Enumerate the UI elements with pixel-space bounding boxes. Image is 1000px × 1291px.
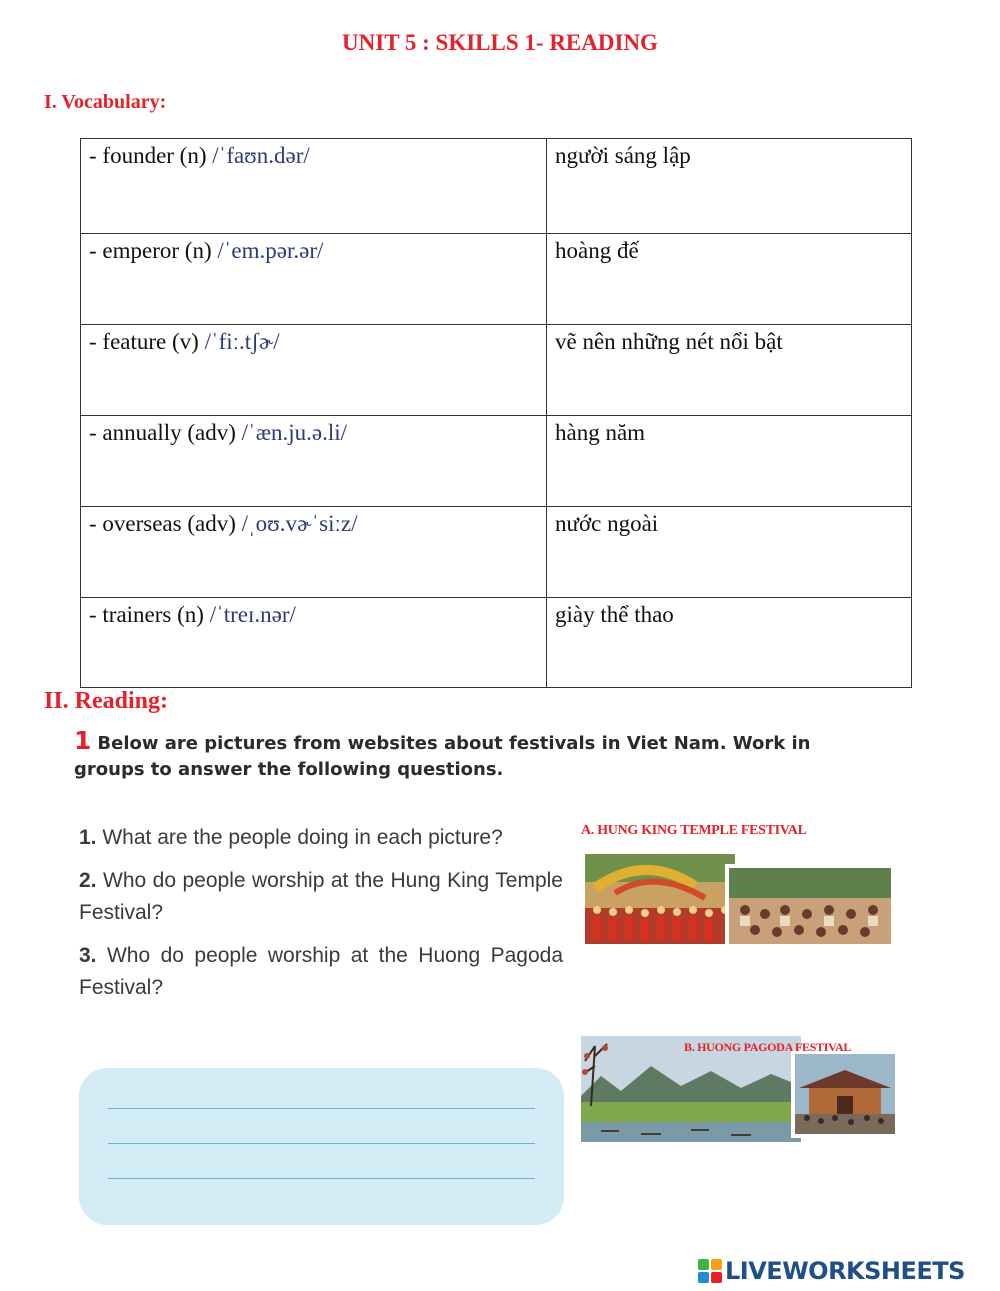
- picture-a-caption: A. HUNG KING TEMPLE FESTIVAL: [581, 823, 807, 838]
- table-row: [81, 139, 912, 234]
- hung-king-festival-picture: [585, 848, 897, 950]
- vocab-ipa: /ˈæn.ju.ə.li/: [241, 420, 348, 445]
- vocab-ipa: /ˌoʊ.vɚˈsiːz/: [241, 511, 358, 536]
- task-number: 1: [74, 726, 92, 755]
- vocab-ipa: /ˈfaʊn.dər/: [212, 143, 310, 168]
- vocab-meaning: hàng năm: [547, 416, 912, 507]
- vocab-word: - founder (n): [89, 143, 213, 168]
- table-row: [81, 325, 912, 416]
- picture-b-caption: B. HUONG PAGODA FESTIVAL: [684, 1040, 852, 1054]
- vocab-word: - emperor (n): [89, 238, 218, 263]
- question-number: 2.: [79, 869, 97, 892]
- vocab-word: - trainers (n): [89, 602, 210, 627]
- vocabulary-heading: I. Vocabulary:: [44, 91, 167, 113]
- question-item: [79, 865, 563, 929]
- table-row: [81, 598, 912, 688]
- vocab-ipa: /ˈtreɪ.nər/: [209, 602, 296, 627]
- vocab-word-cell: [81, 139, 547, 234]
- vocab-word: - overseas (adv): [89, 511, 242, 536]
- answer-line[interactable]: [108, 1108, 535, 1109]
- vocab-word-cell: [81, 598, 547, 688]
- vocab-meaning: người sáng lập: [547, 139, 912, 234]
- vocab-ipa: /ˈem.pər.ər/: [217, 238, 324, 263]
- liveworksheets-logo: [698, 1256, 994, 1286]
- vocab-word: - feature (v): [89, 329, 205, 354]
- vocab-word: - annually (adv): [89, 420, 242, 445]
- vocab-meaning: hoàng đế: [547, 234, 912, 325]
- answer-line[interactable]: [108, 1178, 535, 1179]
- vocabulary-table: [80, 138, 912, 688]
- table-row: [81, 234, 912, 325]
- question-list: [79, 822, 563, 1015]
- vocab-meaning: vẽ nên những nét nổi bật: [547, 325, 912, 416]
- vocab-ipa: /ˈfiː.tʃɚ/: [204, 329, 280, 354]
- question-text: Who do people worship at the Hung King Temple Festival?: [79, 869, 563, 924]
- question-number: 1.: [79, 826, 97, 849]
- vocab-word-cell: [81, 234, 547, 325]
- page-title: UNIT 5 : SKILLS 1- READING: [342, 30, 658, 55]
- vocab-word-cell: [81, 507, 547, 598]
- reading-heading: II. Reading:: [44, 688, 169, 714]
- answer-box[interactable]: [79, 1068, 564, 1225]
- question-number: 3.: [79, 944, 97, 967]
- instruction-text: Below are pictures from websites about festivals in Viet Nam. Work in groups to answer the following questions.: [74, 733, 811, 780]
- table-row: [81, 507, 912, 598]
- vocab-meaning: nước ngoài: [547, 507, 912, 598]
- vocab-meaning: giày thể thao: [547, 598, 912, 688]
- vocab-word-cell: [81, 416, 547, 507]
- liveworksheets-logo-icon: [698, 1259, 722, 1283]
- table-row: [81, 416, 912, 507]
- task-instruction: [74, 728, 874, 783]
- question-item: [79, 940, 563, 1004]
- vocab-word-cell: [81, 325, 547, 416]
- answer-line[interactable]: [108, 1143, 535, 1144]
- question-text: What are the people doing in each picture?: [102, 826, 503, 849]
- question-text: Who do people worship at the Huong Pagoda Festival?: [79, 944, 564, 999]
- question-item: [79, 822, 563, 854]
- logo-text: LIVEWORKSHEETS: [725, 1257, 965, 1285]
